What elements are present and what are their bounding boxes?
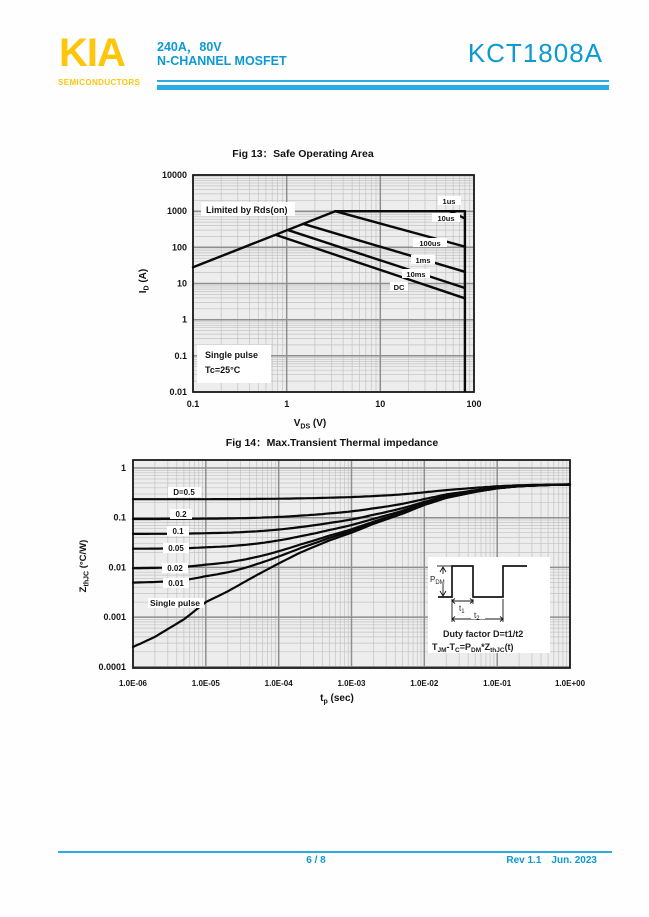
fig13-y-axis-label: $I_D$ (A): [138, 268, 151, 294]
fig13-y-tick: 1: [181, 314, 187, 325]
fig13-annotation-label: 10ms: [406, 270, 426, 279]
fig14-x-tick: 1.0E-02: [410, 679, 439, 688]
fig13-annotation-label: 1ms: [415, 256, 431, 265]
fig14-x-tick: 1.0E+00: [554, 679, 586, 688]
device-type: N-CHANNEL MOSFET: [157, 54, 287, 68]
pdm-label: $P_{DM}$: [430, 575, 445, 587]
fig13-plot: [162, 170, 482, 409]
thermal-inset: [428, 557, 550, 654]
fig14-annotation-label: 0.01: [168, 579, 184, 588]
revision-label: Rev 1.1: [506, 855, 542, 866]
fig14-x-axis-label: $t_p$ (sec): [320, 693, 354, 706]
fig14-title: Fig 14：Max.Transient Thermal impedance: [225, 437, 439, 449]
fig14-annotation-label: D=0.5: [173, 488, 195, 497]
fig13-y-tick: 10000: [161, 170, 187, 180]
revision-date: Jun. 2023: [551, 855, 597, 866]
fig13-x-tick: 100: [466, 399, 482, 409]
fig13-y-tick: 0.01: [169, 387, 187, 397]
fig14-annotation-label: 0.05: [168, 544, 184, 553]
fig14-y-tick: 0.001: [103, 612, 126, 623]
fig14-x-tick: 1.0E-01: [483, 679, 512, 688]
fig14-annotation-label: Single pulse: [149, 598, 201, 608]
fig14-y-tick: 1: [120, 463, 126, 473]
page-number: 6 / 8: [306, 855, 326, 866]
fig13-y-tick: 100: [171, 242, 187, 253]
device-rating: 240A，80V: [157, 40, 222, 54]
header-rule-thick: [157, 85, 609, 91]
fig14-thermal-impedance-chart: [0, 425, 649, 717]
fig13-x-axis-label: $V_{DS}$ (V): [293, 418, 327, 431]
fig14-annotation-label: 0.1: [172, 527, 184, 536]
duty-factor-text: Duty factor D=t1/t2: [443, 629, 524, 639]
fig13-x-tick: 1: [284, 399, 290, 409]
footer-rule: [58, 851, 612, 853]
fig14-x-tick: 1.0E-06: [118, 679, 148, 688]
fig13-x-tick: 10: [375, 399, 386, 409]
fig13-y-tick: 1000: [166, 206, 187, 217]
fig13-y-tick: 10: [176, 278, 187, 289]
fig13-y-tick: 0.1: [174, 350, 187, 361]
fig13-annotation-label: 1us: [442, 197, 456, 206]
fig14-y-tick: 0.01: [108, 562, 126, 573]
thermal-formula: $T_{JM}-T_C=P_{DM}*Z_{thJC}(t)$: [432, 642, 514, 655]
fig14-annotation-label: 0.02: [167, 564, 183, 573]
fig13-annotation-label: 100us: [419, 239, 441, 248]
fig13-annotation-label: Limited by Rds(on): [206, 205, 288, 215]
t1-label: $t_1$: [459, 604, 465, 616]
fig13-soa-chart: [0, 140, 649, 435]
header-rule-thin: [157, 80, 609, 82]
kia-logo-subtext: SEMICONDUCTORS: [58, 78, 141, 87]
fig14-y-axis-label: $Z_{thJC}$ (°C/W): [78, 539, 91, 593]
fig14-x-tick: 1.0E-05: [191, 679, 220, 688]
fig14-x-tick: 1.0E-03: [337, 679, 366, 688]
fig14-annotation-label: 0.2: [175, 510, 187, 519]
fig13-annotation-label: Tc=25°C: [205, 365, 241, 375]
fig13-annotation-label: 10us: [437, 214, 455, 223]
fig13-annotation-label: Single pulse: [205, 350, 259, 360]
part-number: KCT1808A: [467, 38, 603, 68]
revision-block: [496, 855, 597, 866]
fig14-x-tick: 1.0E-04: [264, 679, 293, 688]
kia-logo: KIA: [59, 31, 125, 75]
fig14-y-tick: 0.0001: [98, 661, 126, 672]
fig13-title: Fig 13：Safe Operating Area: [232, 148, 374, 160]
fig13-annotation-label: DC: [393, 283, 405, 292]
t2-label: $t_2$: [474, 611, 480, 623]
fig13-x-tick: 0.1: [186, 399, 200, 409]
fig14-y-tick: 0.1: [113, 512, 126, 523]
